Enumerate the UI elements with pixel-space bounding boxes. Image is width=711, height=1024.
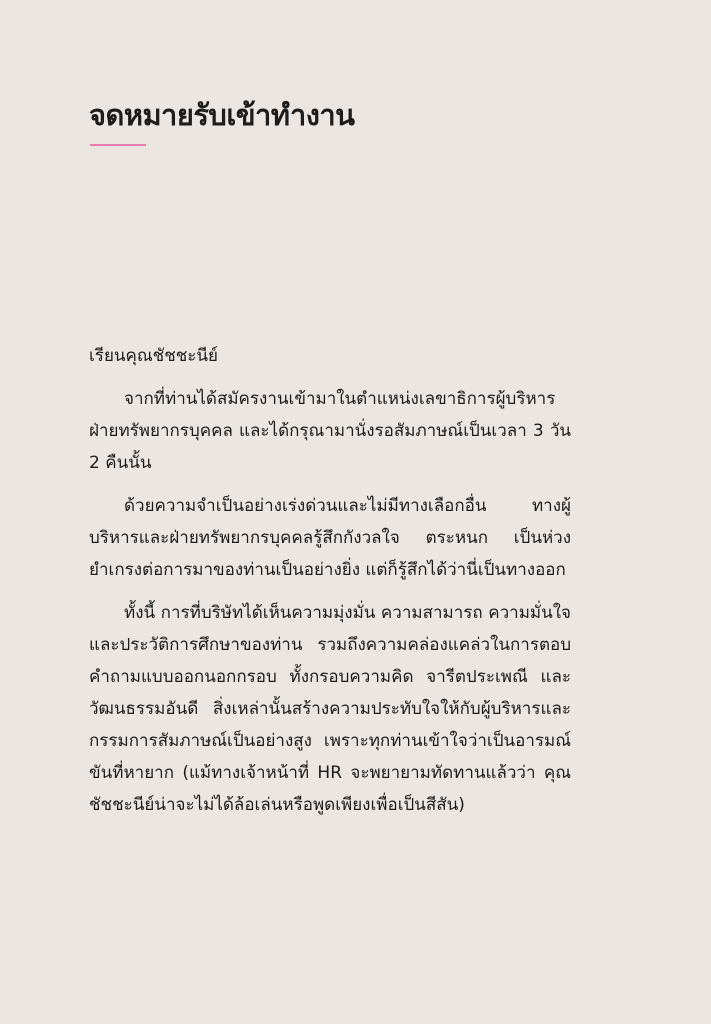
title-underline xyxy=(90,144,146,146)
paragraph-3: ทั้งนี้ การที่บริษัทได้เห็นความมุ่งมั่น ความสามารถ ความมั่นใจ และประวัติการศึกษาของท่าน รวมถึงความคล่องแคล่วในการตอบคำถามแบบออกนอกกรอบ ทั้งกรอบความคิด จารีตประเพณี และวัฒนธรรมอันดี สิ่งเหล่านั้นสร้างความประทับใจให้กับผู้บริหารและกรรมการสัมภาษณ์เป็นอย่างสูง เพราะทุกท่านเข้าใจว่าเป็นอารมณ์ขันที่หายาก (แม้ทางเจ้าหน้าที่ HR จะพยายามทัดทานแล้วว่า คุณชัชชะนีย์น่าจะไม่ได้ล้อเล่นหรือพูดเพียงเพื่อเป็นสีสัน) xyxy=(89,603,571,815)
letter-title: จดหมายรับเข้าทำงาน xyxy=(89,98,355,132)
paragraph-1: จากที่ท่านได้สมัครงานเข้ามาในตำแหน่งเลขาธิการผู้บริหารฝ่ายทรัพยากรบุคคล และได้กรุณามานั่งรอสัมภาษณ์เป็นเวลา 3 วัน 2 คืนนั้น xyxy=(89,389,571,473)
letter-body xyxy=(89,340,571,832)
salutation: เรียนคุณชัชชะนีย์ xyxy=(89,346,218,366)
paragraph-2: ด้วยความจำเป็นอย่างเร่งด่วนและไม่มีทางเลือกอื่น ทางผู้บริหารและฝ่ายทรัพยากรบุคคลรู้สึกกังวลใจ ตระหนก เป็นห่วง ยำเกรงต่อการมาของท่านเป็นอย่างยิ่ง แต่ก็รู้สึกได้ว่านี่เป็นทางออก xyxy=(89,496,571,580)
